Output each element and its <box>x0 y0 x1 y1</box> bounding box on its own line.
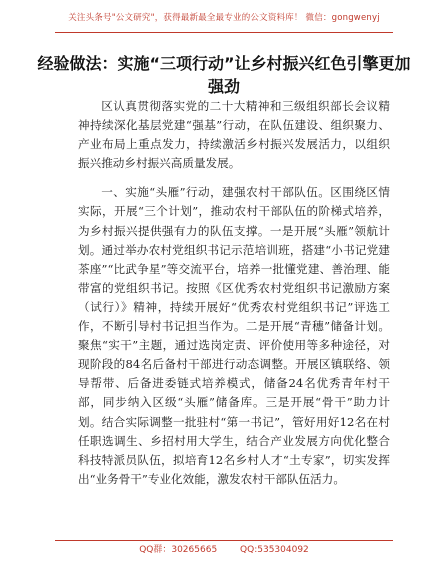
header-divider <box>55 32 393 33</box>
document-body <box>78 97 390 489</box>
footer-qq: QQ:535304092 <box>240 545 309 555</box>
footer-qq-group: QQ群：30265665 <box>139 545 218 555</box>
paragraph-intro: 区认真贯彻落实党的二十大精神和三级组织部长会议精神持续深化基层党建“强基”行动，在队伍建设、组织聚力、产业布局上重点发力，持续激活乡村振兴发展活力，以组织振兴推动乡村振兴高质量发展。 <box>78 99 390 171</box>
paragraph-section-1: 一、实施“头雁”行动，建强农村干部队伍。区围绕区情实际，开展“三个计划”，推动农村干部队伍的阶梯式培养，为乡村振兴提供强有力的队伍支撑。一是开展“头雁”领航计划。通过举办农村党组织书记示范培训班，搭建“小书记党建茶座”“比武争星”等交流平台，培养一批懂党建、善治理、能带富的党组织书记。按照《区优秀农村党组织书记激励方案（试行）》精神，持续开展好“优秀农村党组织书记”评选工作，不断引导村书记担当作为。二是开展“青穗”储备计划。聚焦“实干”主题，通过选岗定责、评价使用等多种途径，对现阶段的84名后备村干部进行动态调整。开展区镇联络、领导帮带、后备进委链式培养模式，储备24名优秀青年村干部，同步纳入区级“头雁”储备库。三是开展“骨干”助力计划。结合实际调整一批驻村“第一书记”，管好用好12名在村任职选调生、乡招村用大学生，结合产业发展方向优化整合科技特派员队伍，拟培育12名乡村人才“土专家”，切实发挥出“业务骨干”专业化效能，激发农村干部队伍活力。 <box>78 185 390 486</box>
document-title: 经验做法：实施“三项行动”让乡村振兴红色引擎更加强劲 <box>37 54 411 96</box>
footer <box>0 540 448 560</box>
header-notice: 关注头条号"公文研究"，获得最新最全最专业的公文资料库！ 微信：gongwenyj <box>68 13 380 23</box>
